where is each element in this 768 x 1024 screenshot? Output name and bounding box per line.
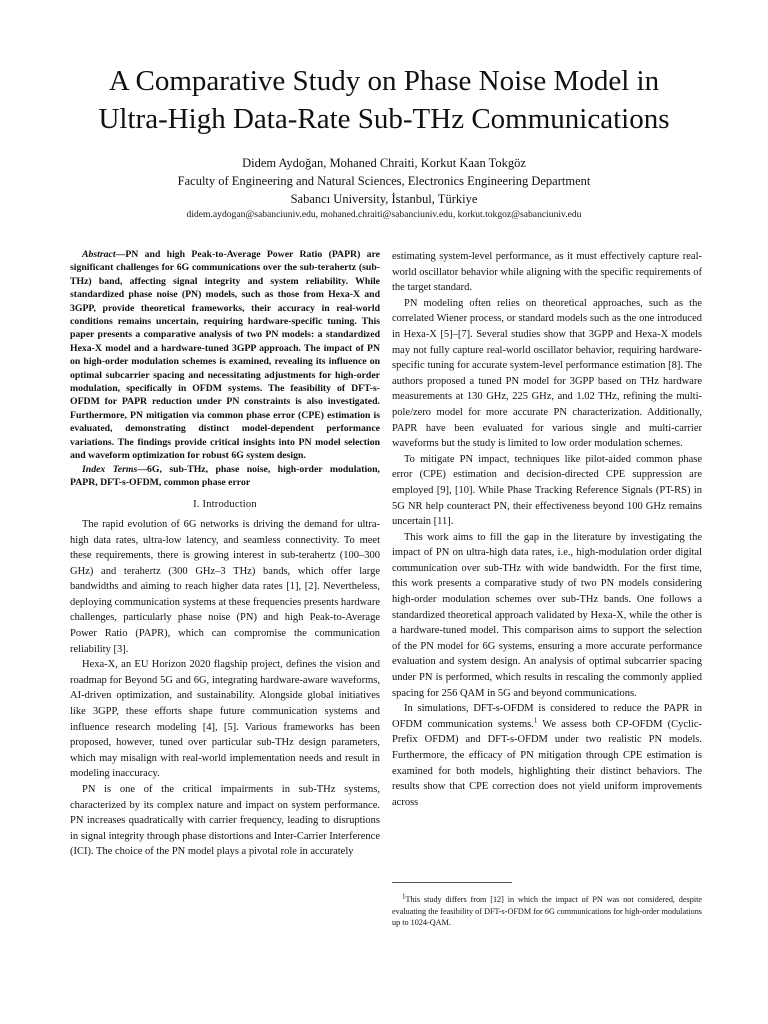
abstract-text: —PN and high Peak-to-Average Power Ratio (PAPR) are significant challenges for 6G communications over the sub-terahertz (sub-THz) band, affecting signal integrity and system reliability. While standardized phase noise (PN) models, such as those from Hexa-X and 3GPP, provide theoretical frameworks, their accuracy in real-world conditions remains uncertain, requiring hardware-specific tuning. This paper presents a comparative analysis of two PN models: a standardized Hexa-X model and a hardware-tuned 3GPP approach. The impact of PN on high-order modulation schemes is examined, revealing its influence on optimal subcarrier spacing and necessitating adjustments for high-order modulation, specifically in OFDM systems. The feasibility of DFT-s-OFDM for PAPR reduction under PN constraints is also investigated. Furthermore, PN mitigation via common phase error (CPE) estimation is evaluated, demonstrating distinct model-dependent performance variations. The findings provide critical insights into PN model selection and waveform optimization for robust 6G system design.	[70, 249, 380, 462]
footnote-mark: 1	[402, 892, 406, 901]
section-heading-introduction: I. Introduction	[193, 499, 257, 511]
abstract-label: Abstract	[82, 249, 116, 260]
index-terms-label: Index Terms	[82, 463, 138, 475]
abstract	[70, 248, 380, 463]
paragraph: Hexa-X, an EU Horizon 2020 flagship project, defines the vision and roadmap for Beyond 5G and 6G, integrating hardware-aware waveforms, AI-driven optimization, and sustainability. Alongside global initiatives like 3GPP, these efforts shape future communication systems and influence research modeling [4], [5]. Various frameworks has been proposed, however, tuned over particular sub-THz design parameters, which may misalign with real-world implementation needs and result in modeling inaccuracy.	[70, 659, 380, 780]
footnote-ref[interactable]: 1	[533, 716, 538, 725]
right-column	[392, 249, 702, 810]
paragraph: To mitigate PN impact, techniques like pilot-aided common phase error (CPE) estimation and decision-directed CPE suppression are employed [9], [10]. While Phase Tracking Reference Signals (PT-RS) in 5G NR help counteract PN, their effectiveness beyond 100 GHz remains uncertain [11].	[392, 453, 702, 528]
left-column	[70, 248, 380, 860]
paragraph-text: In simulations, DFT-s-OFDM is considered to reduce the PAPR in OFDM communication systems.	[392, 703, 702, 730]
title-line-1: A Comparative Study on Phase Noise Model in	[108, 65, 660, 97]
footnote	[392, 894, 702, 929]
title-line-2: Ultra-High Data-Rate Sub-THz Communications	[98, 103, 670, 135]
paragraph-text: We assess both CP-OFDM (Cyclic-Prefix OFDM) and DFT-s-OFDM under two realistic PN models. Furthermore, the efficacy of PN mitigation through CPE estimation is examined for both models, highlighting their distinct behaviors. The results show that CPE correction does not yield uniform improvements across	[392, 718, 702, 808]
index-terms	[70, 463, 380, 490]
paper-title	[40, 62, 728, 138]
index-terms-text: —6G, sub-THz, phase noise, high-order modulation, PAPR, DFT-s-OFDM, common phase error	[70, 463, 380, 488]
paragraph	[392, 701, 702, 810]
paragraph: estimating system-level performance, as it must effectively capture real-world oscillator behavior while aligning with the specific requirements of the target standard.	[392, 251, 702, 294]
university: Sabancı University, İstanbul, Türkiye	[290, 192, 478, 206]
paragraph: PN is one of the critical impairments in sub-THz systems, characterized by its complex nature and impact on system performance. PN increases quadratically with carrier frequency, leading to disruptions in signal integrity through phase distortions and Inter-Carrier Interference (ICI). The choice of the PN model plays a pivotal role in accurately	[70, 784, 380, 858]
author-names: Didem Aydoğan, Mohaned Chraiti, Korkut Kaan Tokgöz	[242, 156, 526, 170]
paragraph: The rapid evolution of 6G networks is driving the demand for ultra-high data rates, ultra-low latency, and seamless connectivity. To meet these requirements, there is growing interest in sub-terahertz (100–300 GHz) and terahertz (300 GHz–3 THz) bands, which offer large bandwidths and aiming to reach higher data rates [1], [2]. Nevertheless, deploying communication systems at these frequencies presents hardware challenges, particularly phase noise (PN) and high Peak-to-Average Power Ratio (PAPR), which can compromise the communication reliability [3].	[70, 518, 380, 655]
footnote-rule	[392, 882, 512, 883]
footnote-text: This study differs from [12] in which the impact of PN was not considered, despite evaluating the feasibility of DFT-s-OFDM for 6G communications for high-order modulations up to 1024-QAM.	[392, 895, 702, 927]
author-emails: didem.aydogan@sabanciuniv.edu, mohaned.chraiti@sabanciuniv.edu, korkut.tokgoz@sabanciuniv.edu	[186, 209, 582, 220]
paragraph: This work aims to fill the gap in the literature by investigating the impact of PN on ultra-high data rates, i.e., high-modulation order digital communication over sub-THz with wide bandwidth. For the first time, this work presents a comparative study of two PN models considering high-order modulation schemes over sub-THz bands. One follows a standardized theoretical approach validated by Hexa-X, while the other is a hardware-tuned model. This comparison aims to support the selection of the PN model for 6G systems, ensuring a more accurate performance evaluation and system design. An analysis of optimal subcarrier spacing under PN is performed, which results in rescaling the commonly applied spacing for 256 QAM in 5G and beyond communications.	[392, 531, 702, 699]
paragraph: PN modeling often relies on theoretical approaches, such as the correlated Wiener process, or standard models such as the one introduced in Hexa-X [5]–[7]. Several studies show that 3GPP and Hexa-X models may not fully capture real-world oscillator behavior, requiring hardware-specific tuning for accurate system-level performance estimation [8]. The authors proposed a tuned PN model for 3GPP based on THz hardware measurements at 130 GHz, 225 GHz, and 1.02 THz, refining the multi-pole/zero model for more accurate PN characterization. Additionally, PAPR have been evaluated for various single and multi-carrier waveforms but the study is limited to low order modulation schemes.	[392, 297, 702, 450]
author-block	[40, 154, 728, 222]
affiliation: Faculty of Engineering and Natural Sciences, Electronics Engineering Department	[177, 174, 591, 188]
